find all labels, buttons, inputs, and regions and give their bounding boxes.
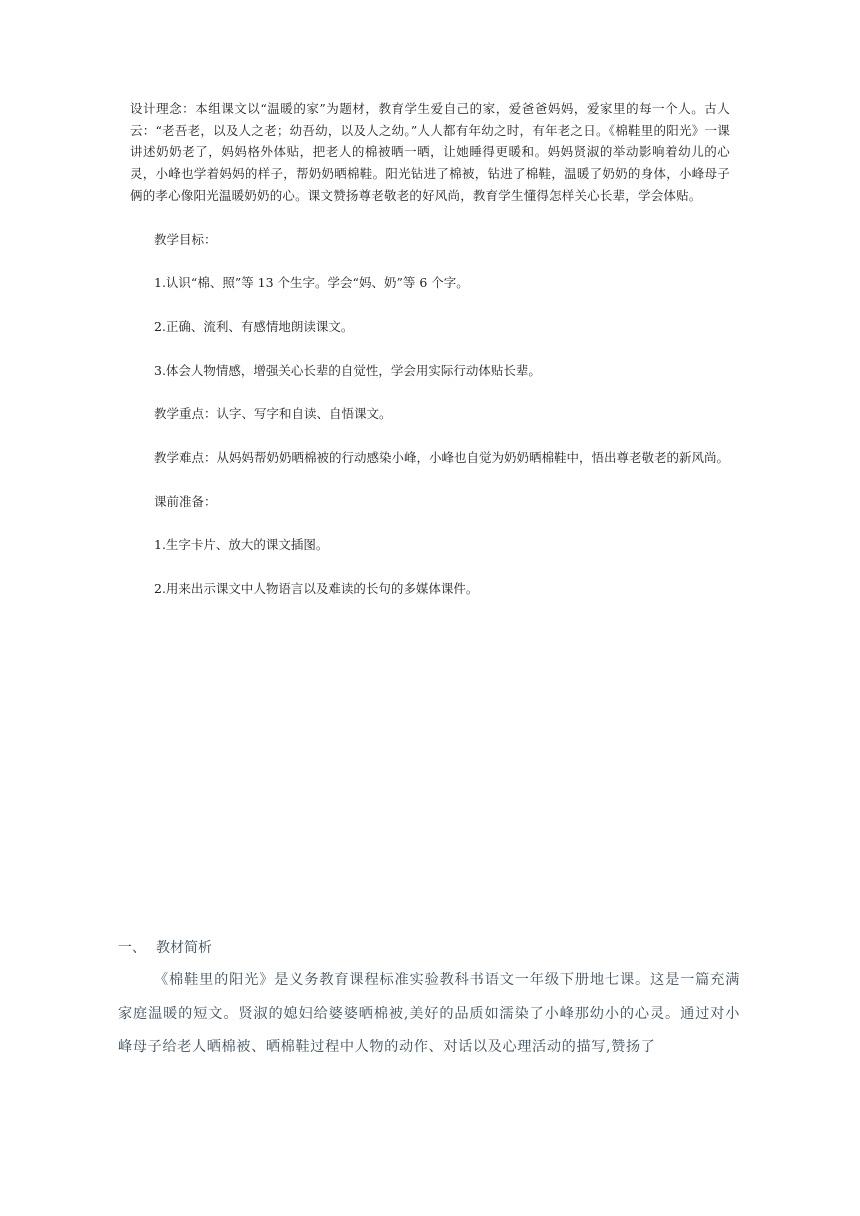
design-section xyxy=(130,98,730,600)
goal-item-2: 2.正确、流利、有感情地朗读课文。 xyxy=(154,318,354,334)
prep-title: 课前准备： xyxy=(154,493,217,509)
design-intro-paragraph: 设计理念：本组课文以“温暖的家”为题材，教育学生爱自己的家，爱爸爸妈妈，爱家里的每一个人。古人云：“老吾老，以及人之老；幼吾幼，以及人之幼。”人人都有年幼之时，有年老之日。《棉鞋里的阳光》一课讲述奶奶老了，妈妈格外体贴，把老人的棉被晒一晒，让她睡得更暖和。妈妈贤淑的举动影响着幼儿的心灵，小峰也学着妈妈的样子，帮奶奶晒棉鞋。阳光钻进了棉被，钻进了棉鞋，温暖了奶奶的身体，小峰母子俩的孝心像阳光温暖奶奶的心。课文赞扬尊老敬老的好风尚，教育学生懂得怎样关心长辈，学会体贴。 xyxy=(130,101,730,203)
goals-title: 教学目标： xyxy=(154,231,217,247)
analysis-body-paragraph: 《棉鞋里的阳光》是义务教育课程标准实验教科书语文一年级下册地七课。这是一篇充满家庭温暖的短文。贤淑的媳妇给婆婆晒棉被,美好的品质如濡染了小峰那幼小的心灵。通过对小峰母子给老人晒棉被、晒棉鞋过程中人物的动作、对话以及心理活动的描写,赞扬了 xyxy=(118,972,740,1055)
analysis-section xyxy=(118,938,740,1065)
prep-item-2: 2.用来出示课文中人物语言以及难读的长句的多媒体课件。 xyxy=(154,581,479,597)
analysis-heading xyxy=(118,938,740,958)
goal-item-1: 1.认识“棉、照”等 13 个生字。学会“妈、奶”等 6 个字。 xyxy=(154,275,469,291)
key-point: 教学重点：认字、写字和自读、自悟课文。 xyxy=(154,406,392,422)
difficulty: 教学难点：从妈妈帮奶奶晒棉被的行动感染小峰，小峰也自觉为奶奶晒棉鞋中，悟出尊老敬老的新风尚。 xyxy=(154,450,730,466)
goal-item-3: 3.体会人物情感，增强关心长辈的自觉性，学会用实际行动体贴长辈。 xyxy=(154,362,541,378)
prep-item-1: 1.生字卡片、放大的课文插图。 xyxy=(154,537,329,553)
analysis-heading-number: 一、 xyxy=(118,940,146,956)
analysis-heading-text: 教材简析 xyxy=(156,940,212,956)
